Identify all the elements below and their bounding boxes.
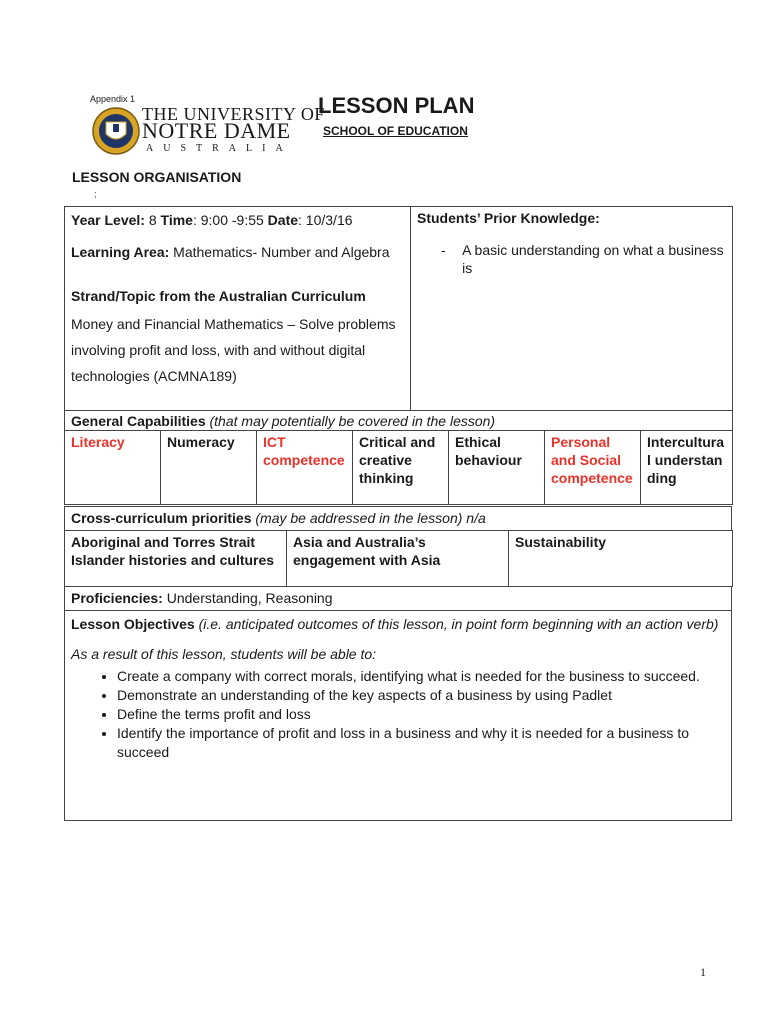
learning-area-value: Mathematics- Number and Algebra <box>173 244 390 260</box>
proficiencies-table <box>64 586 732 611</box>
page-title: LESSON PLAN <box>318 93 475 118</box>
learning-area-label: Learning Area: <box>71 244 170 260</box>
cross-curriculum-value: n/a <box>466 510 486 526</box>
organisation-cell <box>65 207 411 411</box>
cross-curriculum-item: Sustainability <box>509 531 733 587</box>
university-crest-icon <box>92 104 142 158</box>
strand-value: Money and Financial Mathematics – Solve problems involving profit and loss, with and without digital technologies (ACMNA189) <box>71 316 396 384</box>
logo-text-line3: AUSTRALIA <box>146 143 293 154</box>
time-label: Time <box>160 212 193 228</box>
capability-cell: Ethical behaviour <box>449 431 545 505</box>
cross-curriculum-label: Cross-curriculum priorities <box>71 510 252 526</box>
cross-curriculum-header <box>65 507 732 531</box>
capabilities-label: General Capabilities <box>71 413 206 429</box>
proficiencies-label: Proficiencies: <box>71 590 163 606</box>
objectives-intro: As a result of this lesson, students will be able to: <box>71 646 377 662</box>
date-label: Date <box>267 212 299 228</box>
cross-curriculum-item: Aboriginal and Torres Strait Islander histories and cultures <box>65 531 287 587</box>
cross-curriculum-items-table <box>64 530 733 587</box>
list-item: • Identify the importance of profit and loss in a business and why it is needed for a business to succeed <box>117 724 725 762</box>
objectives-list <box>71 667 725 762</box>
capability-cell: Personal and Social competence <box>545 431 641 505</box>
organisation-table <box>64 206 733 411</box>
time-value: : 9:00 -9:55 <box>192 212 264 228</box>
cross-curriculum-note: (may be addressed in the lesson) <box>255 510 463 526</box>
capability-cell: Critical and creative thinking <box>353 431 449 505</box>
capability-cell: Intercultural understanding <box>641 431 733 505</box>
section-heading: LESSON ORGANISATION <box>72 169 242 185</box>
prior-knowledge-item: A basic understanding on what a business is <box>462 242 724 276</box>
page-subtitle: SCHOOL OF EDUCATION <box>323 124 468 138</box>
prior-knowledge-cell <box>411 207 733 411</box>
capability-cell: Literacy <box>65 431 161 505</box>
appendix-label: Appendix 1 <box>90 94 136 104</box>
objectives-label: Lesson Objectives <box>71 616 195 632</box>
capability-cell: ICT competence <box>257 431 353 505</box>
capabilities-row <box>65 431 733 505</box>
objectives-cell <box>65 611 732 821</box>
list-item: • Define the terms profit and loss <box>117 705 725 724</box>
objectives-table <box>64 610 732 821</box>
proficiencies-cell <box>65 587 732 611</box>
capabilities-table <box>64 410 733 505</box>
stray-mark: ; <box>94 189 97 199</box>
prior-knowledge-label: Students’ Prior Knowledge: <box>417 210 600 226</box>
cross-curriculum-item: Asia and Australia’s engagement with Asia <box>287 531 509 587</box>
list-item: • Demonstrate an understanding of the key aspects of a business by using Padlet <box>117 686 725 705</box>
year-level-value: 8 <box>148 212 157 228</box>
objectives-note: (i.e. anticipated outcomes of this lesson, in point form beginning with an action verb) <box>198 616 719 632</box>
list-item: • Create a company with correct morals, identifying what is needed for the business to succeed. <box>117 667 725 686</box>
capabilities-header <box>65 411 733 431</box>
capability-cell: Numeracy <box>161 431 257 505</box>
dash-bullet: - <box>441 242 446 258</box>
cross-curriculum-table <box>64 506 732 531</box>
strand-label: Strand/Topic from the Australian Curriculum <box>71 288 366 304</box>
page-number: 1 <box>700 965 706 979</box>
year-level-label: Year Level: <box>71 212 145 228</box>
logo-text-line1: THE UNIVERSITY OF <box>142 104 325 124</box>
proficiencies-value: Understanding, Reasoning <box>166 590 333 606</box>
capabilities-note: (that may potentially be covered in the lesson) <box>209 413 496 429</box>
logo-text-line2: NOTRE DAME <box>142 118 291 143</box>
date-value: : 10/3/16 <box>298 212 353 228</box>
